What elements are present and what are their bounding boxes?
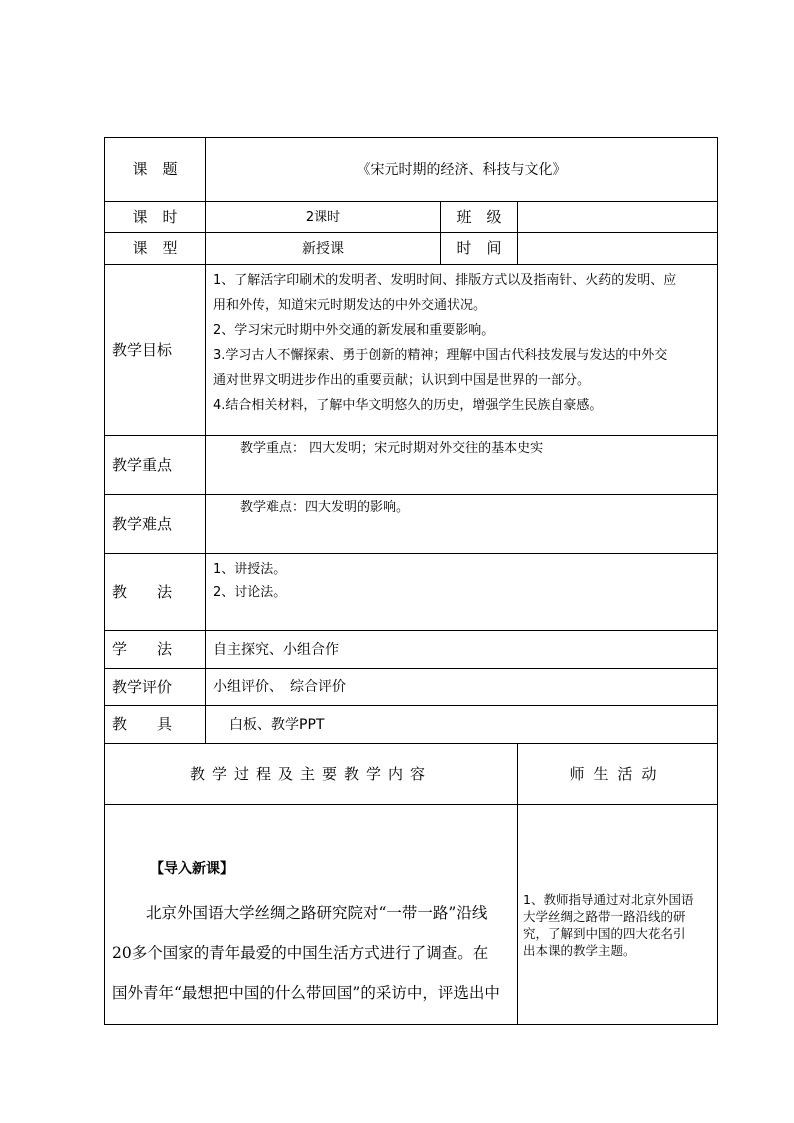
- objective-line: 通对世界文明进步作出的重要贡献；认识到中国是世界的一部分。: [213, 373, 591, 388]
- activity-line: 出本课的教学主题。: [523, 943, 636, 958]
- objective-line: 2、学习宋元时期中外交通的新发展和重要影响。: [213, 323, 495, 338]
- method-line: 1、讲授法。: [213, 562, 287, 577]
- objective-line: 用和外传，知道宋元时期发达的中外交通状况。: [213, 298, 487, 313]
- intro-paragraph: [112, 893, 514, 1021]
- class-label: 班 级: [456, 207, 502, 226]
- process-header: 教学过程及主要教学内容: [189, 764, 432, 783]
- time-label: 时 间: [456, 239, 502, 257]
- teaching-methods-label: 教 法: [112, 582, 173, 601]
- type-value: 新授课: [302, 240, 344, 257]
- key-points-text: 教学重点： 四大发明；宋元时期对外交往的基本史实: [240, 441, 544, 456]
- topic-label: 课 题: [132, 160, 178, 178]
- hours-value: 2课时: [305, 209, 341, 225]
- paragraph-line: 北京外国语大学丝绸之路研究院对“一带一路”沿线: [146, 904, 488, 922]
- type-label: 课 型: [132, 239, 178, 257]
- row-divider: [104, 804, 718, 805]
- objective-line: 1、了解活字印刷术的发明者、发明时间、排版方式以及指南针、火药的发明、应: [213, 273, 677, 288]
- paragraph-line: 国外青年“最想把中国的什么带回国”的采访中，评选出中: [112, 984, 500, 1002]
- key-points-label: 教学重点: [112, 455, 173, 474]
- learning-methods-label: 学 法: [112, 640, 173, 658]
- objective-line: 4.结合相关材料，了解中华文明悠久的历史，增强学生民族自豪感。: [213, 398, 603, 413]
- teaching-tools-label: 教 具: [112, 715, 173, 733]
- evaluation-text: 小组评价、 综合评价: [213, 679, 346, 695]
- evaluation-label: 教学评价: [112, 677, 173, 696]
- paragraph-line: 20多个国家的青年最爱的中国生活方式进行了调查。在: [112, 944, 489, 962]
- learning-methods-text: 自主探究、小组合作: [213, 641, 339, 658]
- teaching-tools-text: 白板、教学PPT: [229, 716, 325, 733]
- activities-header: 师生活动: [569, 764, 666, 783]
- hours-label: 课 时: [132, 207, 178, 226]
- difficulties-label: 教学难点: [112, 514, 173, 533]
- objectives-text: [207, 266, 717, 435]
- intro-heading: 【导入新课】: [150, 861, 234, 877]
- activity-line: 究，了解到中国的四大花名引: [523, 926, 686, 941]
- table-border-right: [717, 137, 718, 1025]
- method-line: 2、讨论法。: [213, 585, 287, 600]
- teaching-methods-text: [213, 558, 513, 608]
- time-value: [518, 233, 717, 264]
- lesson-title: 《宋元时期的经济、科技与文化》: [356, 161, 567, 178]
- table-border-left: [104, 137, 105, 1025]
- objectives-label: 教学目标: [112, 340, 173, 359]
- activity-line: 1、教师指导通过对北京外国语: [523, 892, 694, 907]
- class-value: [518, 202, 717, 232]
- activity-line: 大学丝绸之路带一路沿线的研: [523, 909, 686, 924]
- table-border-bottom: [104, 1024, 718, 1025]
- objective-line: 3.学习古人不懈探索、勇于创新的精神；理解中国古代科技发展与发达的中外交: [213, 348, 668, 363]
- teacher-student-activity: [523, 891, 715, 971]
- difficulties-text: 教学难点：四大发明的影响。: [240, 500, 410, 515]
